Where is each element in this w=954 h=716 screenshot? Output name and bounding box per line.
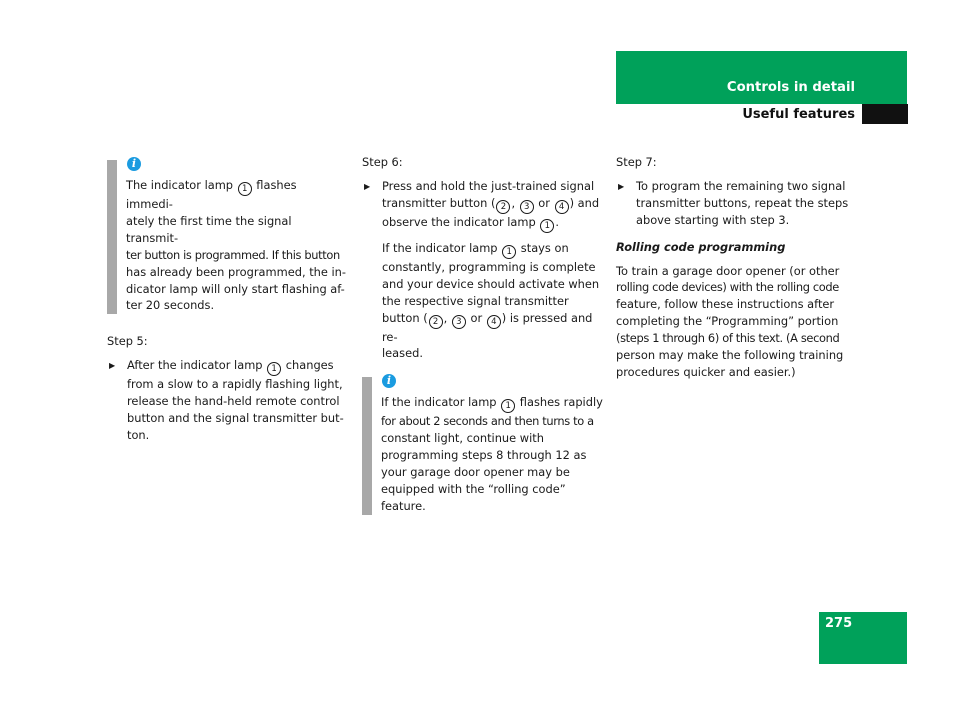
note-bar bbox=[362, 377, 372, 514]
marker-3-icon: 3 bbox=[452, 315, 466, 329]
info-note-2 bbox=[362, 374, 603, 514]
info-note-text: If the indicator lamp 1 flashes rapidly for about 2 seconds and then turns to a constant light, continue with programming steps 8 through 12 as your garage door opener may be equipped with the “rolling code” feature. bbox=[381, 395, 603, 513]
section-title: Controls in detail bbox=[726, 80, 855, 95]
marker-1-icon: 1 bbox=[540, 219, 554, 233]
list-item bbox=[107, 357, 347, 444]
marker-4-icon: 4 bbox=[487, 315, 501, 329]
step-7-text: To program the remaining two signal transmitter buttons, repeat the steps above starting with step 3. bbox=[636, 178, 849, 227]
marker-4-icon: 4 bbox=[555, 200, 569, 214]
column-3 bbox=[616, 154, 856, 381]
subsection-title: Useful features bbox=[742, 107, 855, 122]
step-6-label: Step 6: bbox=[362, 155, 403, 169]
info-icon: i bbox=[382, 374, 396, 388]
page-number-box bbox=[819, 612, 907, 664]
info-icon: i bbox=[127, 157, 141, 171]
section-heading: Rolling code programming bbox=[616, 239, 786, 254]
subsection-tab bbox=[862, 104, 908, 124]
section-header bbox=[616, 51, 907, 104]
step-7-label: Step 7: bbox=[616, 155, 657, 169]
list-item bbox=[362, 178, 603, 233]
marker-2-icon: 2 bbox=[496, 200, 510, 214]
column-2 bbox=[362, 154, 603, 515]
marker-1-icon: 1 bbox=[501, 399, 515, 413]
page-number: 275 bbox=[825, 616, 853, 631]
list-item bbox=[616, 178, 856, 229]
note-bar bbox=[107, 160, 117, 314]
step-6-text: Press and hold the just-trained signal transmitter button ( 2 , 3 or 4 ) and observe the indicator lamp 1 . bbox=[382, 178, 600, 231]
step-5-text: After the indicator lamp 1 changes from a slow to a rapidly flashing light, release the hand-held remote control button and the signal transmitter but- ton. bbox=[127, 358, 344, 442]
marker-1-icon: 1 bbox=[502, 245, 516, 259]
marker-3-icon: 3 bbox=[520, 200, 534, 214]
step-5-label: Step 5: bbox=[107, 334, 148, 349]
paragraph: To train a garage door opener (or other rolling code devices) with the rolling code feature, follow these instructions after completing the “Programming” portion (steps 1 through 6) of this text. (A second person may make the following training procedures quicker and easier.) bbox=[616, 263, 844, 379]
triangle-right-icon: ▶ bbox=[364, 181, 371, 191]
step-6-continuation: If the indicator lamp 1 stays on constantly, programming is complete and your device should activate when the respective signal transmitter button ( 2 , 3 or 4 ) is pressed and re- leased. bbox=[382, 240, 600, 361]
marker-1-icon: 1 bbox=[238, 182, 252, 196]
column-1 bbox=[107, 154, 347, 444]
info-note-1 bbox=[107, 157, 347, 314]
triangle-right-icon: ▶ bbox=[109, 361, 116, 371]
marker-1-icon: 1 bbox=[267, 362, 281, 376]
triangle-right-icon: ▶ bbox=[618, 181, 625, 191]
marker-2-icon: 2 bbox=[429, 315, 443, 329]
info-note-text: The indicator lamp 1 flashes immedi- ately the first time the signal transmit- ter button is programmed. If this button has already been programmed, the in- dicator lamp will only start flashing af- ter 20 seconds. bbox=[126, 178, 347, 313]
